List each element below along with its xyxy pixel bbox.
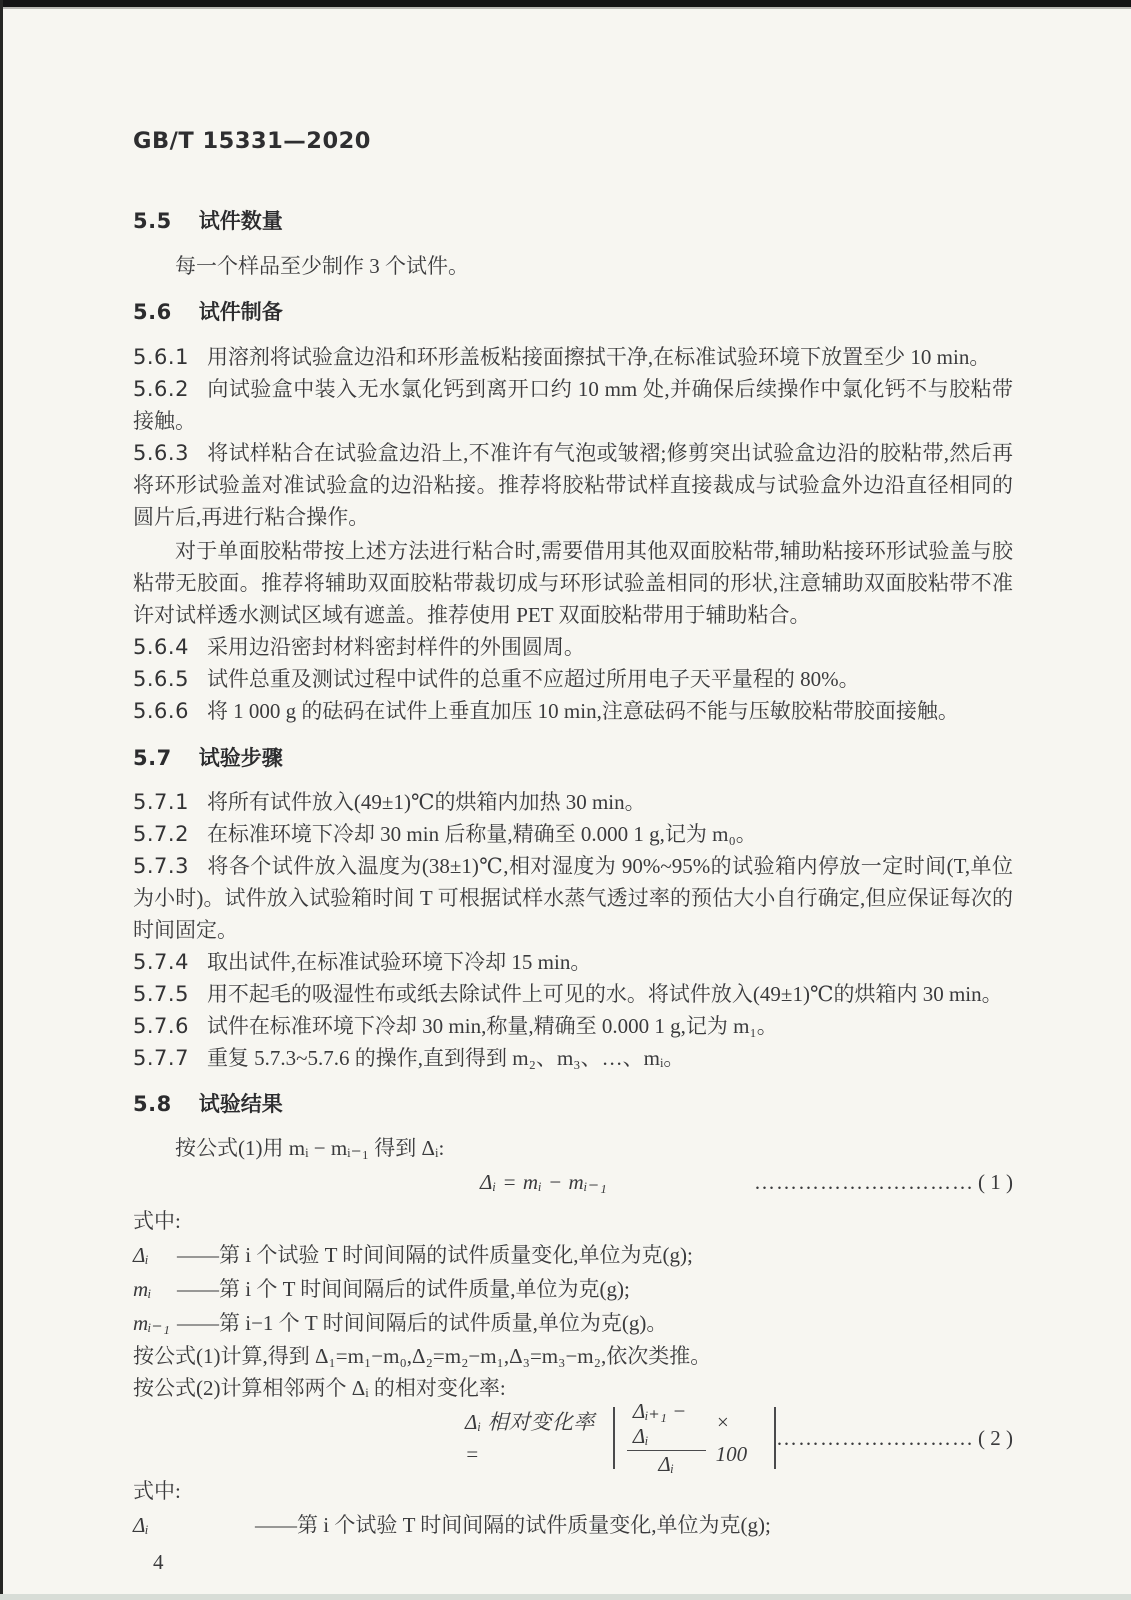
- clause-number: 5.6.1: [133, 345, 189, 369]
- where-lead-1: 式中:: [133, 1209, 181, 1233]
- section-number: 5.6: [133, 300, 172, 324]
- fraction-numerator: Δᵢ₊₁ − Δᵢ: [627, 1399, 706, 1451]
- formula-1-label: ( 1 ): [978, 1170, 1013, 1194]
- absolute-value-bars: [613, 1399, 776, 1476]
- formula-2-label: ( 2 ): [978, 1426, 1013, 1450]
- definition-row-delta-i-2: [133, 1508, 1013, 1542]
- clause-5-7-4: [133, 946, 1013, 978]
- formula-2-lhs: Δᵢ 相对变化率 =: [465, 1410, 595, 1466]
- formula-1-intro: 按公式(1)用 mᵢ − mᵢ₋₁ 得到 Δᵢ:: [175, 1136, 445, 1160]
- clause-number: 5.7.7: [133, 1046, 189, 1070]
- clause-number: 5.7.4: [133, 950, 189, 974]
- fraction: [627, 1399, 706, 1477]
- clause-5-6-4: [133, 631, 1013, 663]
- clause-text: 向试验盒中装入无水氯化钙到离开口约 10 mm 处,并确保后续操作中氯化钙不与胶粘带接触。: [133, 377, 1013, 433]
- clause-text: 取出试件,在标准试验环境下冷却 15 min。: [206, 950, 592, 974]
- section-heading-5-7: [133, 742, 1013, 774]
- clause-text: 将试样粘合在试验盒边沿上,不准许有气泡或皱褶;修剪突出试验盒边沿的胶粘带,然后再将环形试验盖对准试验盒的边沿粘接。推荐将胶粘带试样直接裁成与试验盒外边沿直径相同的圆片后,再进行粘合操作。: [133, 441, 1013, 529]
- clause-text: 用溶剂将试验盒边沿和环形盖板粘接面擦拭干净,在标准试验环境下放置至少 10 min。: [206, 345, 991, 369]
- formula-2-dot-leader: ………………………: [776, 1426, 974, 1450]
- clause-number: 5.6.2: [133, 377, 189, 401]
- clause-5-7-7: [133, 1042, 1013, 1074]
- section-heading-5-6: [133, 296, 1013, 328]
- page-number: 4: [153, 1550, 164, 1574]
- standard-number: GB/T 15331—2020: [133, 128, 371, 154]
- scan-bottom-edge: [0, 1594, 1131, 1600]
- definition-row-m-i: [133, 1272, 1013, 1306]
- scan-left-edge: [0, 0, 3, 1600]
- formula-1-dot-leader: …………………………: [754, 1170, 974, 1194]
- clause-text: 在标准环境下冷却 30 min 后称量,精确至 0.000 1 g,记为 m₀。: [206, 822, 757, 846]
- clause-text: 用不起毛的吸湿性布或纸去除试件上可见的水。将试件放入(49±1)℃的烘箱内 30 min。: [206, 982, 1003, 1006]
- section-heading-5-5: [133, 205, 1013, 237]
- page-content: [133, 0, 1013, 1578]
- clause-text: 重复 5.7.3~5.7.6 的操作,直到得到 m₂、m₃、…、mᵢ。: [206, 1046, 685, 1070]
- clause-text: 将 1 000 g 的砝码在试件上垂直加压 10 min,注意砝码不能与压敏胶粘带胶面接触。: [206, 699, 959, 723]
- definition-row-m-i-minus-1: [133, 1306, 1013, 1340]
- clause-5-7-2: [133, 818, 1013, 850]
- paragraph-single-sided-tape: 对于单面胶粘带按上述方法进行粘合时,需要借用其他双面胶粘带,辅助粘接环形试验盖与胶粘带无胶面。推荐将辅助双面胶粘带裁切成与环形试验盖相同的形状,注意辅助双面胶粘带不准许对试样透水测试区域有遮盖。推荐使用 PET 双面胶粘带用于辅助粘合。: [133, 539, 1013, 627]
- clause-number: 5.7.2: [133, 822, 189, 846]
- clause-number: 5.6.5: [133, 667, 189, 691]
- section-number: 5.5: [133, 209, 172, 233]
- clause-number: 5.7.1: [133, 790, 189, 814]
- clause-text: 试件在标准环境下冷却 30 min,称量,精确至 0.000 1 g,记为 m₁。: [206, 1014, 778, 1038]
- fraction-denominator: Δᵢ: [658, 1452, 675, 1476]
- clause-text: 采用边沿密封材料密封样件的外围圆周。: [206, 635, 585, 659]
- clause-5-6-6: [133, 695, 1013, 727]
- clause-5-7-5: [133, 978, 1013, 1010]
- formula-2-intro: 按公式(2)计算相邻两个 Δᵢ 的相对变化率:: [133, 1376, 506, 1400]
- definition-term: Δᵢ: [133, 1513, 149, 1537]
- section-number: 5.7: [133, 746, 172, 770]
- clause-text: 将所有试件放入(49±1)℃的烘箱内加热 30 min。: [206, 790, 646, 814]
- formula-1: [133, 1164, 1013, 1200]
- definition-desc: ——第 i 个试验 T 时间间隔的试件质量变化,单位为克(g);: [177, 1243, 693, 1267]
- definition-term: mᵢ: [133, 1277, 152, 1301]
- clause-5-7-6: [133, 1010, 1013, 1042]
- section-heading-5-8: [133, 1088, 1013, 1120]
- formula-2-factor: × 100: [715, 1410, 748, 1466]
- section-title: 试件制备: [198, 300, 283, 324]
- section-number: 5.8: [133, 1092, 172, 1116]
- clause-number: 5.7.6: [133, 1014, 189, 1038]
- where-lead-2: 式中:: [133, 1479, 181, 1503]
- section-title: 试件数量: [198, 209, 283, 233]
- section-title: 试验步骤: [198, 746, 283, 770]
- clause-number: 5.7.3: [133, 854, 189, 878]
- definition-term: mᵢ₋₁: [133, 1311, 170, 1335]
- paragraph-specimen-count: 每一个样品至少制作 3 个试件。: [175, 254, 469, 278]
- clause-5-6-3: [133, 437, 1013, 533]
- definition-desc: ——第 i 个试验 T 时间间隔的试件质量变化,单位为克(g);: [255, 1513, 771, 1537]
- clause-number: 5.6.6: [133, 699, 189, 723]
- formula-1-expression: Δᵢ = mᵢ − mᵢ₋₁: [480, 1170, 608, 1194]
- definition-desc: ——第 i 个 T 时间间隔后的试件质量,单位为克(g);: [177, 1277, 630, 1301]
- clause-5-6-1: [133, 341, 1013, 373]
- clause-5-6-5: [133, 663, 1013, 695]
- clause-5-7-3: [133, 850, 1013, 946]
- definition-term: Δᵢ: [133, 1243, 149, 1267]
- clause-number: 5.6.3: [133, 441, 189, 465]
- paragraph-calc-1: 按公式(1)计算,得到 Δ₁=m₁−m₀,Δ₂=m₂−m₁,Δ₃=m₃−m₂,依次类推。: [133, 1344, 712, 1368]
- clause-number: 5.7.5: [133, 982, 189, 1006]
- clause-text: 将各个试件放入温度为(38±1)℃,相对湿度为 90%~95%的试验箱内停放一定时间(T,单位为小时)。试件放入试验箱时间 T 可根据试样水蒸气透过率的预估大小自行确定,但应保证每次的时间固定。: [133, 854, 1013, 942]
- clause-number: 5.6.4: [133, 635, 189, 659]
- clause-5-6-2: [133, 373, 1013, 437]
- formula-2: [133, 1399, 1013, 1476]
- definition-row-delta-i: [133, 1238, 1013, 1272]
- definition-desc: ——第 i−1 个 T 时间间隔后的试件质量,单位为克(g)。: [177, 1311, 668, 1335]
- clause-5-7-1: [133, 786, 1013, 818]
- section-title: 试验结果: [198, 1092, 283, 1116]
- clause-text: 试件总重及测试过程中试件的总重不应超过所用电子天平量程的 80%。: [206, 667, 860, 691]
